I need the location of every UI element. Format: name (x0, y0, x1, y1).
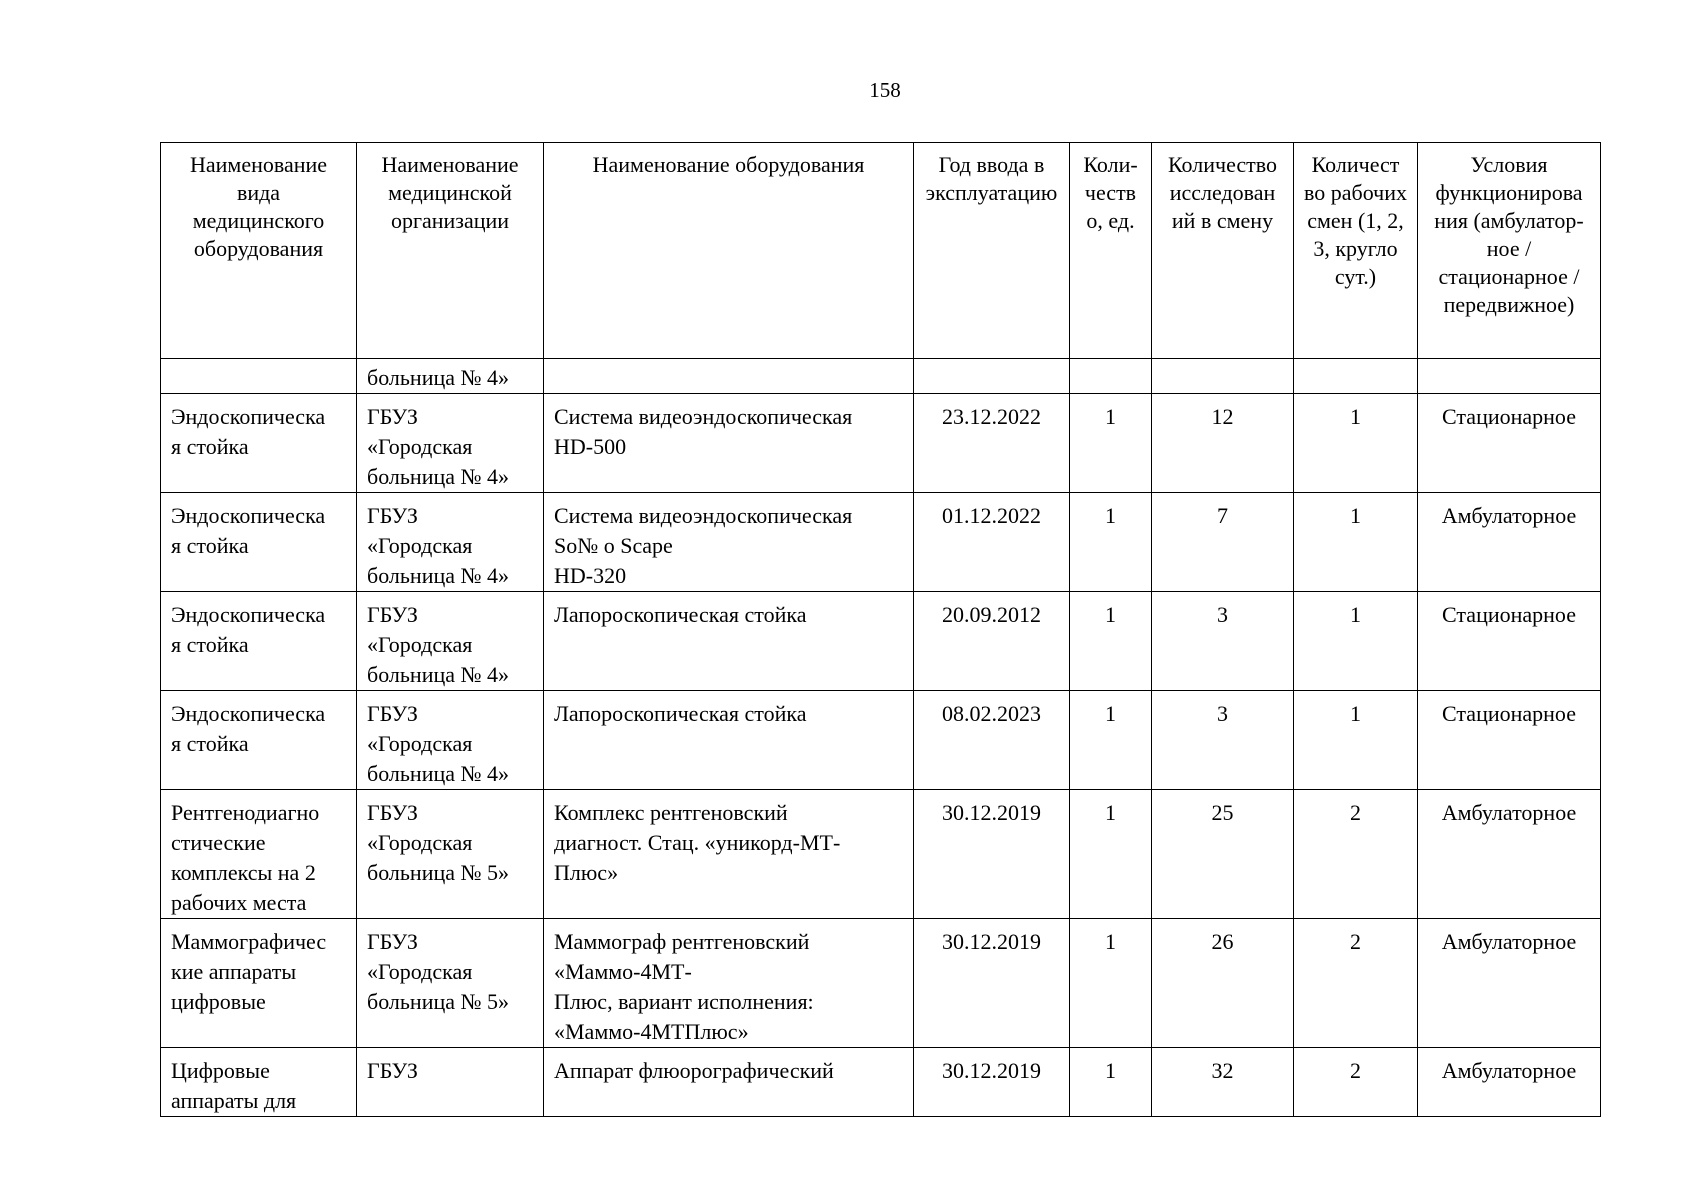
cell-quantity: 1 (1070, 1048, 1152, 1117)
cell-quantity (1070, 359, 1152, 394)
cell-organization: ГБУЗ «Городская больница № 5» (357, 790, 544, 919)
cell-organization: больница № 4» (357, 359, 544, 394)
cell-equipment-type: Эндоскопическа я стойка (161, 493, 357, 592)
cell-shift-count: 1 (1294, 691, 1418, 790)
cell-commission-year: 08.02.2023 (914, 691, 1070, 790)
cell-operating-conditions (1418, 359, 1601, 394)
cell-organization: ГБУЗ «Городская больница № 4» (357, 691, 544, 790)
header-commission-year: Год ввода в эксплуатацию (914, 143, 1070, 359)
cell-shift-count (1294, 359, 1418, 394)
cell-equipment-name: Аппарат флюорографический (544, 1048, 914, 1117)
cell-studies-per-shift: 26 (1152, 919, 1294, 1048)
cell-quantity: 1 (1070, 691, 1152, 790)
cell-commission-year: 20.09.2012 (914, 592, 1070, 691)
cell-studies-per-shift: 7 (1152, 493, 1294, 592)
cell-organization: ГБУЗ «Городская больница № 4» (357, 493, 544, 592)
cell-equipment-type: Эндоскопическа я стойка (161, 394, 357, 493)
cell-quantity: 1 (1070, 394, 1152, 493)
cell-operating-conditions: Стационарное (1418, 592, 1601, 691)
header-shift-count: Количест во рабочих смен (1, 2, 3, кругло сут.) (1294, 143, 1418, 359)
cell-equipment-name: Комплекс рентгеновский диагност. Стац. «уникорд-МТ- Плюс» (544, 790, 914, 919)
cell-equipment-name (544, 359, 914, 394)
cell-equipment-type (161, 359, 357, 394)
cell-equipment-name: Лапороскопическая стойка (544, 691, 914, 790)
table-row (161, 493, 1601, 592)
cell-commission-year (914, 359, 1070, 394)
cell-organization: ГБУЗ «Городская больница № 4» (357, 394, 544, 493)
cell-operating-conditions: Стационарное (1418, 394, 1601, 493)
cell-shift-count: 1 (1294, 394, 1418, 493)
cell-organization: ГБУЗ «Городская больница № 5» (357, 919, 544, 1048)
table-row (161, 394, 1601, 493)
table-row (161, 691, 1601, 790)
table-header-row (161, 143, 1601, 359)
cell-quantity: 1 (1070, 592, 1152, 691)
header-operating-conditions: Условия функционирова ния (амбулатор-ное / стационарное / передвижное) (1418, 143, 1601, 359)
cell-commission-year: 01.12.2022 (914, 493, 1070, 592)
equipment-table (160, 142, 1601, 1117)
cell-organization: ГБУЗ (357, 1048, 544, 1117)
cell-equipment-type: Цифровые аппараты для (161, 1048, 357, 1117)
table-row (161, 359, 1601, 394)
cell-equipment-type: Эндоскопическа я стойка (161, 691, 357, 790)
cell-operating-conditions: Амбулаторное (1418, 1048, 1601, 1117)
cell-equipment-name: Маммограф рентгеновский «Маммо-4МТ- Плюс, вариант исполнения: «Маммо-4МТПлюс» (544, 919, 914, 1048)
cell-equipment-name: Система видеоэндоскопическая HD-500 (544, 394, 914, 493)
cell-equipment-name: Лапороскопическая стойка (544, 592, 914, 691)
header-studies-per-shift: Количество исследован ий в смену (1152, 143, 1294, 359)
table-row (161, 790, 1601, 919)
cell-shift-count: 2 (1294, 790, 1418, 919)
cell-shift-count: 2 (1294, 919, 1418, 1048)
cell-quantity: 1 (1070, 790, 1152, 919)
cell-studies-per-shift (1152, 359, 1294, 394)
header-equipment-type: Наименование вида медицинского оборудования (161, 143, 357, 359)
cell-equipment-type: Эндоскопическа я стойка (161, 592, 357, 691)
table-row (161, 592, 1601, 691)
cell-commission-year: 23.12.2022 (914, 394, 1070, 493)
table-row (161, 919, 1601, 1048)
cell-shift-count: 2 (1294, 1048, 1418, 1117)
cell-studies-per-shift: 25 (1152, 790, 1294, 919)
header-organization: Наименование медицинской организации (357, 143, 544, 359)
cell-organization: ГБУЗ «Городская больница № 4» (357, 592, 544, 691)
cell-studies-per-shift: 32 (1152, 1048, 1294, 1117)
header-equipment-name: Наименование оборудования (544, 143, 914, 359)
cell-quantity: 1 (1070, 919, 1152, 1048)
cell-operating-conditions: Амбулаторное (1418, 790, 1601, 919)
page-number: 158 (869, 78, 901, 102)
cell-equipment-name: Система видеоэндоскопическая So№ o Scape HD-320 (544, 493, 914, 592)
cell-commission-year: 30.12.2019 (914, 1048, 1070, 1117)
cell-operating-conditions: Амбулаторное (1418, 919, 1601, 1048)
header-quantity: Коли-честв о, ед. (1070, 143, 1152, 359)
cell-operating-conditions: Стационарное (1418, 691, 1601, 790)
cell-studies-per-shift: 3 (1152, 592, 1294, 691)
cell-studies-per-shift: 3 (1152, 691, 1294, 790)
cell-quantity: 1 (1070, 493, 1152, 592)
cell-equipment-type: Рентгенодиагно стические комплексы на 2 рабочих места (161, 790, 357, 919)
table-row (161, 1048, 1601, 1117)
cell-shift-count: 1 (1294, 592, 1418, 691)
cell-commission-year: 30.12.2019 (914, 919, 1070, 1048)
cell-shift-count: 1 (1294, 493, 1418, 592)
cell-operating-conditions: Амбулаторное (1418, 493, 1601, 592)
cell-studies-per-shift: 12 (1152, 394, 1294, 493)
cell-commission-year: 30.12.2019 (914, 790, 1070, 919)
cell-equipment-type: Маммографичес кие аппараты цифровые (161, 919, 357, 1048)
